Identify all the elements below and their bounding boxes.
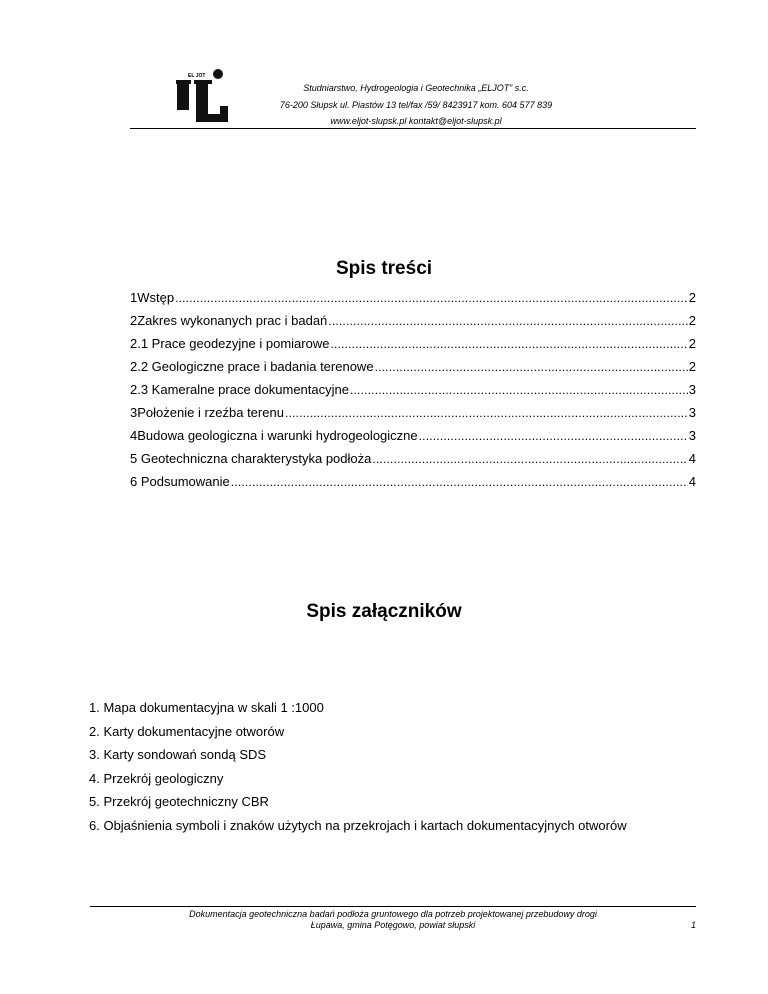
attachment-item: 5. Przekrój geotechniczny CBR — [89, 794, 269, 809]
toc-title: Spis treści — [335, 258, 433, 279]
toc-entry-label: 6 Podsumowanie — [130, 474, 230, 489]
toc-leader — [375, 360, 688, 374]
toc-entry-page: 3 — [688, 428, 696, 443]
toc-entry-label: 2.2 Geologiczne prace i badania terenowe — [130, 359, 374, 374]
toc-entry-page: 2 — [688, 359, 696, 374]
toc-entry-page: 2 — [688, 290, 696, 305]
toc-entry[interactable] — [130, 428, 696, 451]
attachments-title: Spis załączników — [306, 601, 462, 622]
toc-leader — [175, 291, 688, 305]
header-divider — [130, 128, 696, 129]
toc-entry[interactable] — [130, 313, 696, 336]
footer-divider — [90, 906, 696, 907]
toc-entry[interactable] — [130, 290, 696, 313]
toc-entry-page: 2 — [688, 313, 696, 328]
toc-entry[interactable] — [130, 451, 696, 474]
footer-line-2: Łupawa, gmina Potęgowo, powiat słupski — [310, 920, 476, 930]
header-web: www.eljot-slupsk.pl kontakt@eljot-slupsk.pl — [330, 116, 502, 126]
header-address: 76-200 Słupsk ul. Piastów 13 tel/fax /59/ 8423917 kom. 604 577 839 — [279, 100, 553, 110]
toc-entry-label: 4Budowa geologiczna i warunki hydrogeologiczne — [130, 428, 418, 443]
toc-leader — [231, 475, 688, 489]
company-logo — [174, 68, 238, 130]
toc-entry[interactable] — [130, 359, 696, 382]
toc-leader — [419, 429, 688, 443]
toc-entry-label: 2Zakres wykonanych prac i badań — [130, 313, 328, 328]
toc-entry-page: 3 — [688, 382, 696, 397]
page-number: 1 — [690, 920, 696, 930]
toc-leader — [285, 406, 688, 420]
attachment-item: 6. Objaśnienia symboli i znaków użytych na przekrojach i kartach dokumentacyjnych otworów — [89, 817, 627, 833]
attachment-item: 1. Mapa dokumentacyjna w skali 1 :1000 — [89, 700, 324, 715]
toc-entry-page: 4 — [688, 474, 696, 489]
toc-entry[interactable] — [130, 405, 696, 428]
header-company: Studniarstwo, Hydrogeologia i Geotechnika „ELJOT” s.c. — [303, 83, 529, 93]
toc-entry[interactable] — [130, 382, 696, 405]
toc-entry[interactable] — [130, 336, 696, 359]
toc-entry-page: 2 — [688, 336, 696, 351]
footer-line-1: Dokumentacja geotechniczna badań podłoża gruntowego dla potrzeb projektowanej przebudowy drogi — [189, 909, 597, 919]
toc-list — [130, 290, 696, 497]
attachment-item: 4. Przekrój geologiczny — [89, 770, 224, 786]
logo-text: EL JOT — [188, 73, 206, 79]
toc-entry-label: 1Wstęp — [130, 290, 175, 305]
attachment-item: 3. Karty sondowań sondą SDS — [89, 747, 267, 762]
attachments-list — [89, 700, 729, 841]
toc-entry[interactable] — [130, 474, 696, 497]
toc-leader — [328, 314, 687, 328]
toc-entry-page: 4 — [688, 451, 696, 466]
toc-entry-page: 3 — [688, 405, 696, 420]
toc-entry-label: 5 Geotechniczna charakterystyka podłoża — [130, 451, 372, 466]
toc-leader — [372, 452, 687, 466]
toc-leader — [350, 383, 688, 397]
toc-leader — [330, 337, 687, 351]
toc-entry-label: 2.3 Kameralne prace dokumentacyjne — [130, 382, 349, 397]
attachment-item: 2. Karty dokumentacyjne otworów — [89, 723, 285, 739]
toc-entry-label: 2.1 Prace geodezyjne i pomiarowe — [130, 336, 330, 351]
toc-entry-label: 3Położenie i rzeźba terenu — [130, 405, 284, 420]
